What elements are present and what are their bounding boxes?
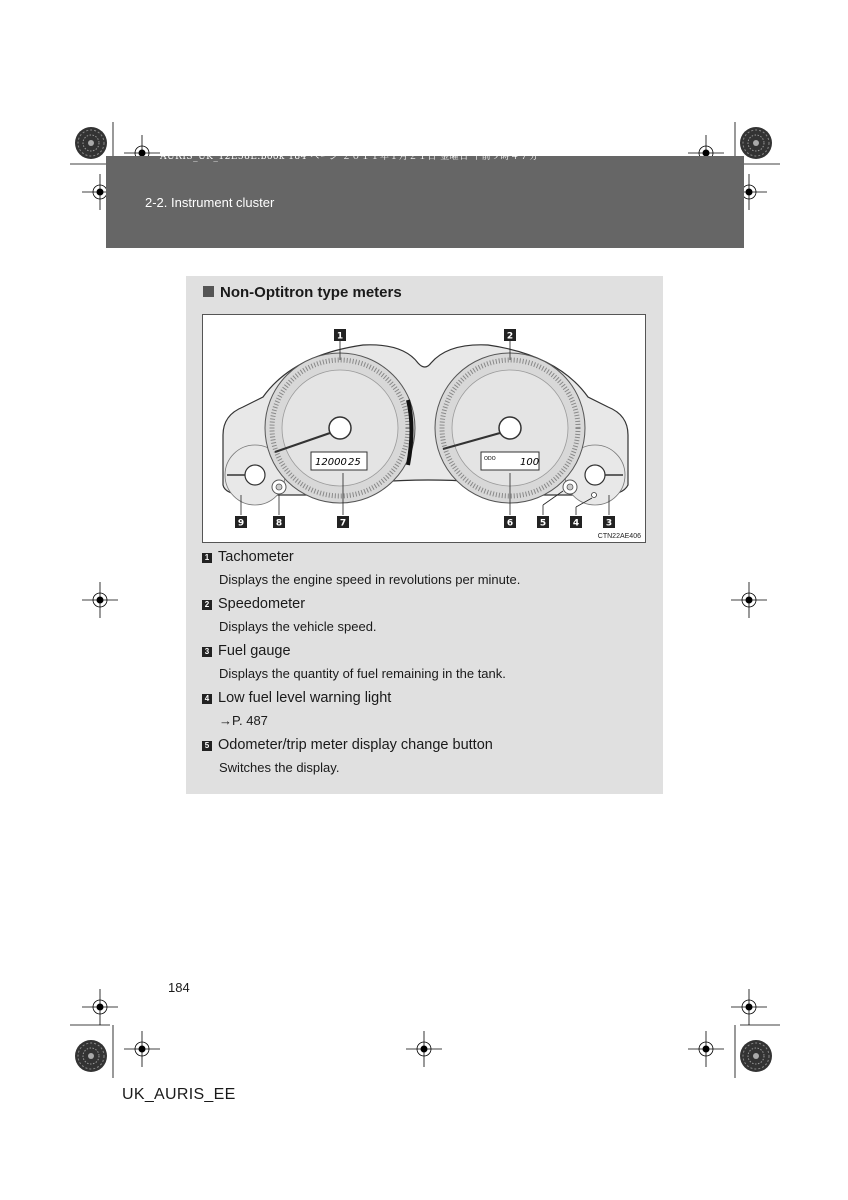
item-title: Odometer/trip meter display change button <box>218 737 493 753</box>
list-item-display-change-button <box>202 737 493 775</box>
list-item-speedometer <box>202 596 377 634</box>
item-description: Displays the vehicle speed. <box>219 619 377 634</box>
callout-1-label: 1 <box>336 331 344 342</box>
callout-9-label: 9 <box>237 518 245 529</box>
callout-2-label: 2 <box>506 331 514 342</box>
burst-mark-top-right <box>740 127 772 159</box>
crosshair-mark <box>82 582 118 618</box>
callout-3-label: 3 <box>605 518 613 529</box>
crosshair-mark <box>731 989 767 1025</box>
item-number-badge: 1 <box>202 553 212 563</box>
callout-5-label: 5 <box>539 518 547 529</box>
instrument-cluster-figure <box>202 314 646 543</box>
box-heading <box>203 284 402 301</box>
crosshair-mark <box>688 1031 724 1067</box>
instrument-cluster-illustration <box>203 315 645 542</box>
section-title: 2-2. Instrument cluster <box>145 195 275 210</box>
item-description: Displays the quantity of fuel remaining in the tank. <box>219 666 506 681</box>
book-info-line: AURIS_UK_12E58E.book 184 ページ ２０１１年１月２１日 金曜日 午前９時４７分 <box>160 152 539 162</box>
clock-readout: 12000 <box>315 457 347 468</box>
odometer-readout: 100 <box>520 457 540 468</box>
list-item-low-fuel-light <box>202 690 392 728</box>
item-title: Tachometer <box>218 549 294 565</box>
list-item-fuel-gauge <box>202 643 506 681</box>
list-item-tachometer <box>202 549 521 587</box>
burst-mark-top-left <box>75 127 107 159</box>
item-number-badge: 4 <box>202 694 212 704</box>
gauge-hub <box>585 465 605 485</box>
item-description: Switches the display. <box>219 760 340 775</box>
item-number-badge: 5 <box>202 741 212 751</box>
gauge-hub <box>245 465 265 485</box>
item-number-badge: 2 <box>202 600 212 610</box>
callout-6-label: 6 <box>506 518 514 529</box>
speedometer-hub <box>499 417 521 439</box>
square-bullet-icon <box>203 286 214 297</box>
burst-mark-bottom-right <box>740 1040 772 1072</box>
odo-label: ODO <box>484 456 496 462</box>
footer-code: UK_AURIS_EE <box>122 1086 236 1103</box>
crosshair-mark <box>82 989 118 1025</box>
page-reference-link[interactable]: →P. 487 <box>219 713 268 728</box>
callout-8-label: 8 <box>275 518 283 529</box>
temperature-readout: 25 <box>348 457 361 468</box>
box-heading-text: Non-Optitron type meters <box>220 284 402 301</box>
item-title: Fuel gauge <box>218 643 291 659</box>
figure-code: CTN22AE406 <box>597 533 641 540</box>
tachometer-hub <box>329 417 351 439</box>
crosshair-mark <box>731 582 767 618</box>
page-number: 184 <box>168 980 190 995</box>
item-number-badge: 3 <box>202 647 212 657</box>
callout-7-label: 7 <box>339 518 347 529</box>
item-title: Low fuel level warning light <box>218 690 392 706</box>
burst-mark-bottom-left <box>75 1040 107 1072</box>
callout-4-label: 4 <box>572 518 580 529</box>
item-title: Speedometer <box>218 596 306 612</box>
low-fuel-warning-light <box>592 493 597 498</box>
item-description: Displays the engine speed in revolutions per minute. <box>219 572 521 587</box>
crosshair-mark <box>124 1031 160 1067</box>
crosshair-mark <box>406 1031 442 1067</box>
